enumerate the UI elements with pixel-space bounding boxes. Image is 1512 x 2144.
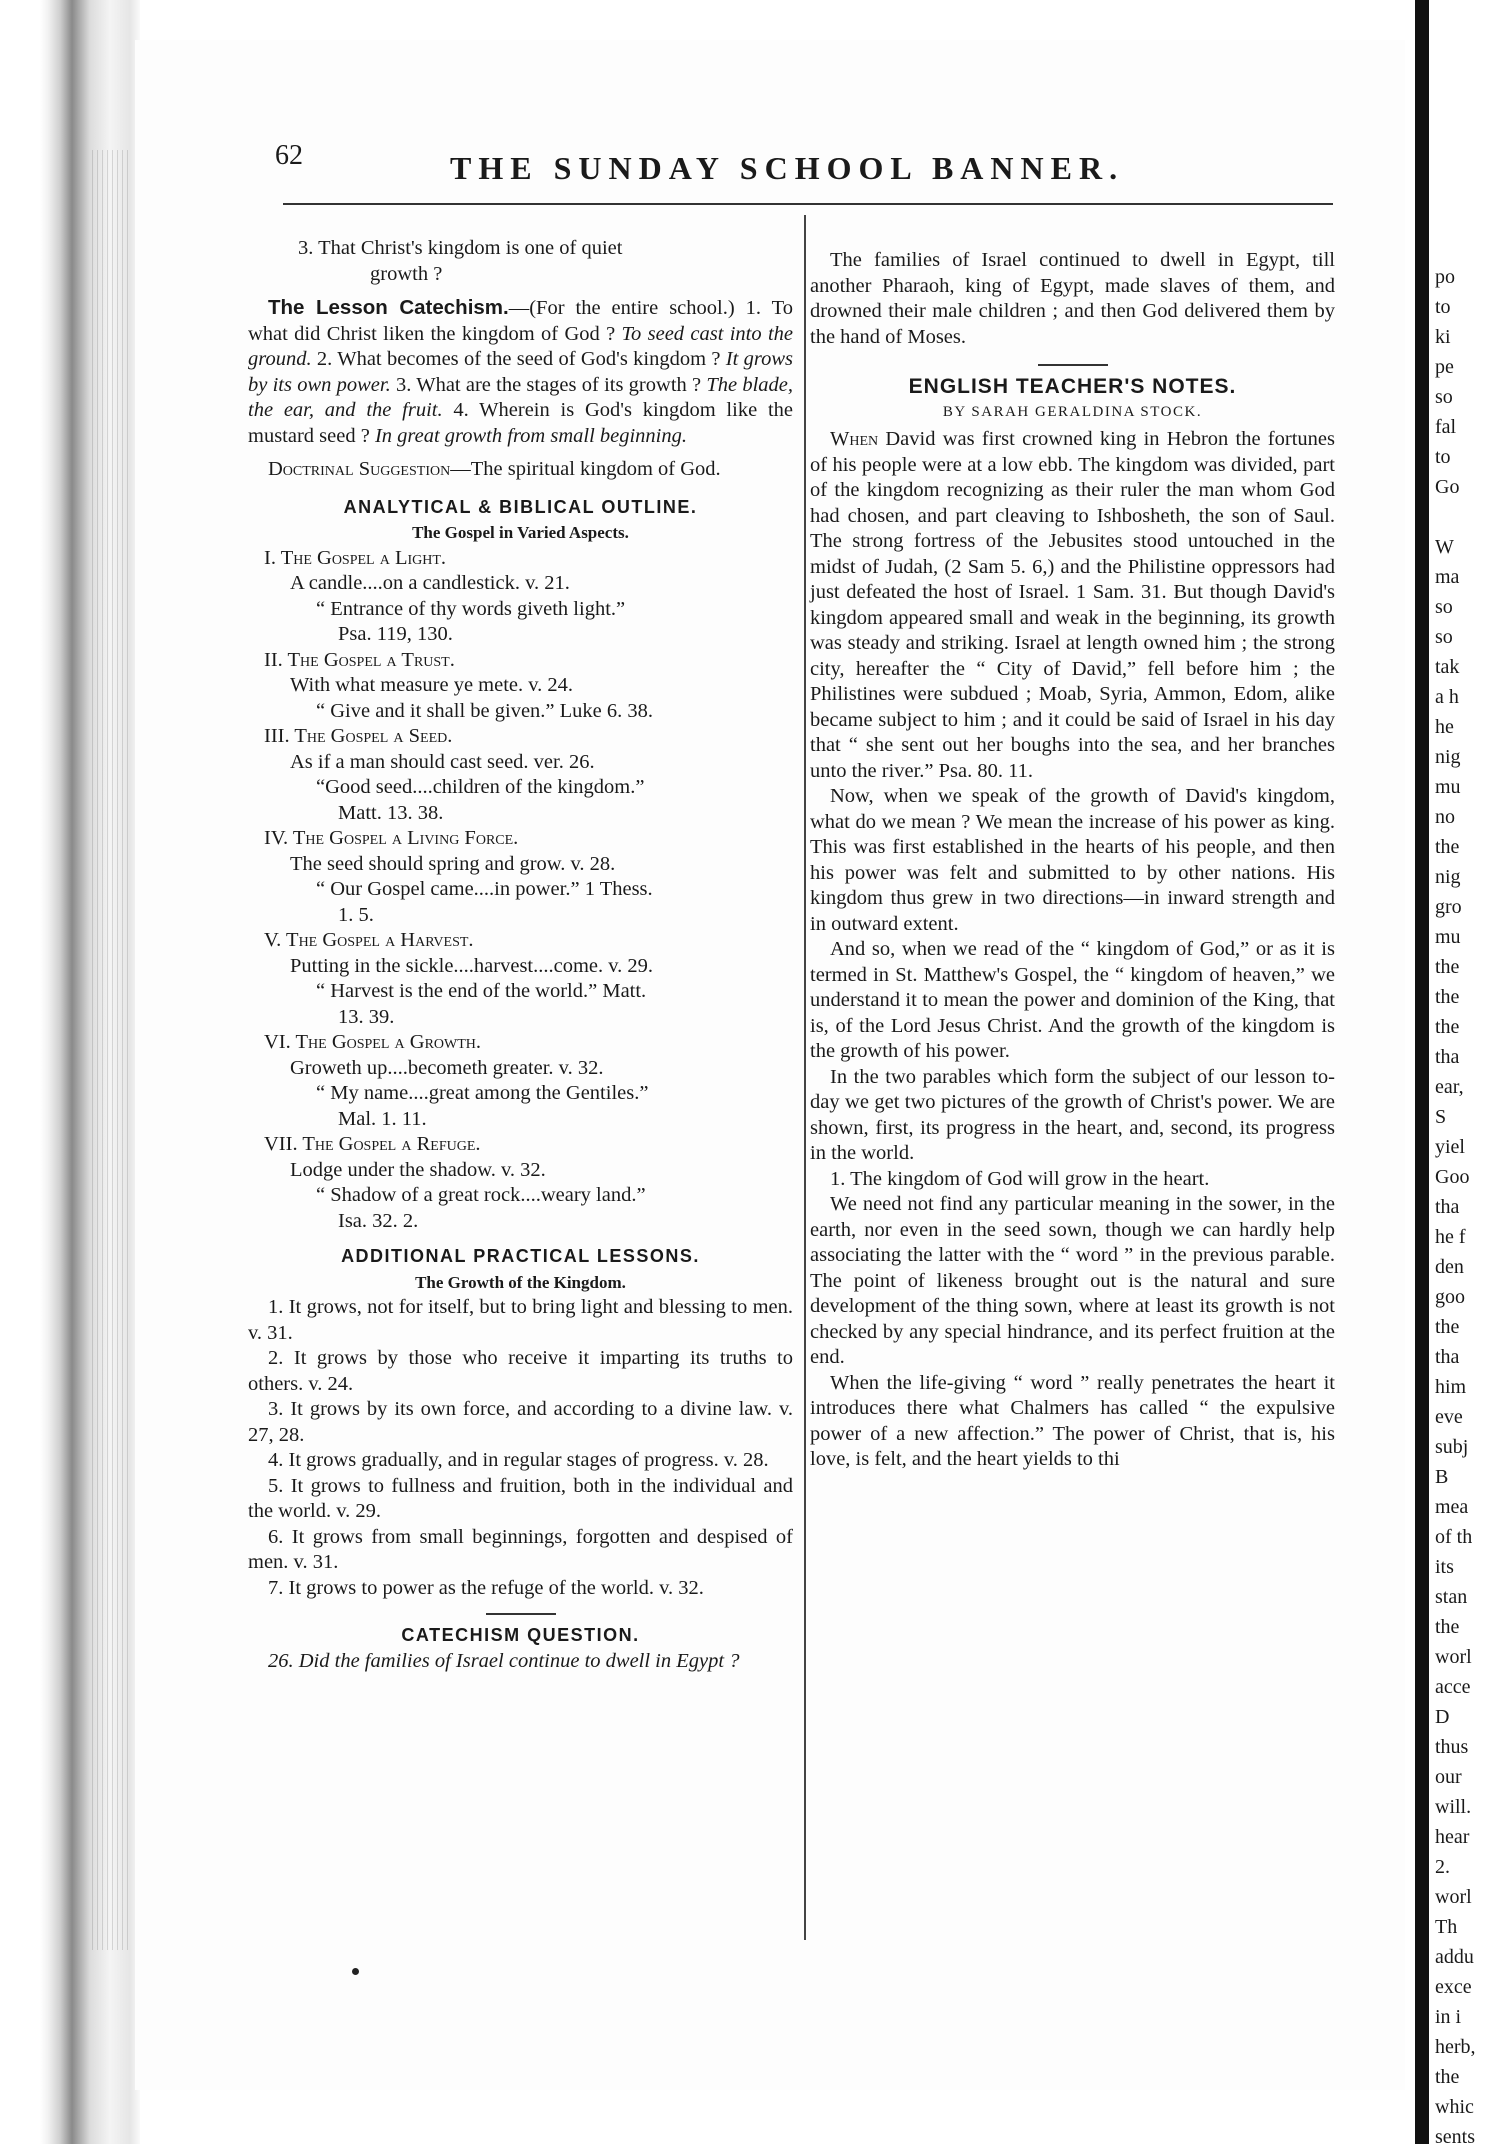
facing-page-line: the [1435, 1616, 1460, 1638]
lesson-catechism: The Lesson Catechism.—(For the entire school.) 1. To what did Christ liken the kingdom of God ? To seed cast into the ground. 2. What becomes of the seed of God's kingdom ? It grows by its own power. 3. What are the stages of its growth ? The blade, the ear, and the fruit. 4. Wherein is God's kingdom like the mustard seed ? In great growth from small beginning. [248, 296, 794, 447]
catechism-question-title: CATECHISM QUESTION. [401, 1625, 640, 1645]
facing-page-line: stan [1435, 1586, 1468, 1608]
facing-page-line: D [1435, 1706, 1450, 1728]
question-3: 3. That Christ's kingdom is one of quiet growth ? [298, 237, 623, 285]
facing-page-line [1429, 502, 1512, 532]
notes-byline: BY SARAH GERALDINA STOCK. [942, 403, 1203, 420]
facing-page-line: to [1435, 296, 1451, 318]
page-edges [92, 150, 132, 1950]
facing-page-line: a h [1435, 686, 1459, 708]
facing-page-fragment [1429, 0, 1512, 2144]
facing-page-line: gro [1435, 896, 1462, 918]
notes-paragraph: And so, when we read of the “ kingdom of God,” or as it is termed in St. Matthew's Gospel, the “ kingdom of heaven,” we understand it to mean the power and dominion of the King, that is, of the Lord Jesus Christ. And the growth of the kingdom is the growth of his power. [810, 938, 1335, 1062]
lesson-item: 1. It grows, not for itself, but to bring light and blessing to men. v. 31. [248, 1296, 793, 1344]
facing-page-line: exce [1435, 1976, 1472, 1998]
ink-dot [352, 1968, 359, 1975]
facing-page-line: the [1435, 1016, 1460, 1038]
facing-page-line: Goo [1435, 1166, 1470, 1188]
facing-page-lines [1429, 0, 1512, 2144]
facing-page-line: he f [1435, 1226, 1466, 1248]
facing-page-line: hear [1435, 1826, 1470, 1848]
notes-paragraph: 1. The kingdom of God will grow in the heart. [830, 1167, 1210, 1190]
facing-page-line: W [1435, 536, 1454, 558]
lesson-item: 7. It grows to power as the refuge of the world. v. 32. [268, 1576, 704, 1599]
right-column [810, 248, 1335, 1473]
facing-page-line: the [1435, 2066, 1460, 2088]
facing-page-line: the [1435, 956, 1460, 978]
facing-page-line: tha [1435, 1196, 1460, 1218]
notes-paragraph: In the two parables which form the subject of our lesson to-day we get two pictures of the growth of Christ's power. We are shown, first, its progress in the heart, and, second, its progress in the world. [810, 1065, 1335, 1164]
outline-subtitle: The Gospel in Varied Aspects. [412, 523, 629, 542]
section-rule [1038, 364, 1108, 366]
facing-page-line: Th [1435, 1916, 1458, 1938]
facing-page-line: in i [1435, 2006, 1462, 2028]
facing-page-line: worl [1435, 1646, 1472, 1668]
lesson-item: 6. It grows from small beginnings, forgotten and despised of men. v. 31. [248, 1525, 793, 1573]
outline-item: VI. The Gospel a Growth. Groweth up....becometh greater. v. 32. “ My name....great among the Gentiles.” Mal. 1. 11. [264, 1031, 649, 1130]
facing-page-line: tak [1435, 656, 1460, 678]
notes-paragraph: When the life-giving “ word ” really penetrates the heart it introduces there what Chalmers has called “ the expulsive power of a new affection.” The power of Christ, that is, his love, is felt, and the heart yields to thi [810, 1371, 1335, 1470]
facing-page-line: Go [1435, 476, 1460, 498]
facing-page-line: ear, [1435, 1076, 1464, 1098]
facing-page-line: ma [1435, 566, 1460, 588]
running-title: THE SUNDAY SCHOOL BANNER. [450, 150, 1125, 186]
facing-page-line: addu [1435, 1946, 1474, 1968]
lesson-item: 2. It grows by those who receive it imparting its truths to others. v. 24. [248, 1347, 793, 1395]
facing-page-line: whic [1435, 2096, 1474, 2118]
facing-page-line: den [1435, 1256, 1464, 1278]
catechism-title: The Lesson Catechism. [268, 296, 509, 319]
facing-page-line: to [1435, 446, 1451, 468]
notes-paragraph: Now, when we speak of the growth of David's kingdom, what do we mean ? We mean the increase of his power as king. This was first established in the hearts of his people, and then his power was felt and submitted to by other nations. His kingdom thus grew in two directions—in inward strength and in outward extent. [810, 785, 1335, 935]
notes-title: ENGLISH TEACHER'S NOTES. [908, 375, 1237, 398]
facing-page-line: the [1435, 836, 1460, 858]
facing-page-line: ki [1435, 326, 1451, 348]
lesson-item: 5. It grows to fullness and fruition, both in the individual and the world. v. 29. [248, 1474, 793, 1522]
facing-page-line: nig [1435, 866, 1461, 888]
facing-page-line: 2. [1435, 1856, 1450, 1878]
facing-page-line: our [1435, 1766, 1462, 1788]
facing-page-line: goo [1435, 1286, 1465, 1308]
outline-item: VII. The Gospel a Refuge. Lodge under the shadow. v. 32. “ Shadow of a great rock....weary land.” Isa. 32. 2. [264, 1133, 646, 1232]
facing-page-line: po [1435, 266, 1455, 288]
facing-page-line: sents [1435, 2126, 1475, 2144]
facing-page-line: tha [1435, 1346, 1460, 1368]
facing-page-line: he [1435, 716, 1454, 738]
facing-page-line: B [1435, 1466, 1449, 1488]
outline-list [248, 546, 793, 1235]
facing-page-line: S [1435, 1106, 1447, 1128]
facing-page-line: mu [1435, 776, 1461, 798]
left-column [248, 236, 793, 1674]
facing-page-line: nig [1435, 746, 1461, 768]
facing-page-line: yiel [1435, 1136, 1465, 1158]
facing-page-line: so [1435, 596, 1453, 618]
header-rule [283, 203, 1333, 205]
outline-item: IV. The Gospel a Living Force. The seed should spring and grow. v. 28. “ Our Gospel came....in power.” 1 Thess. 1. 5. [264, 827, 653, 926]
facing-page-line: subj [1435, 1436, 1469, 1458]
facing-page-line: tha [1435, 1046, 1460, 1068]
lessons-subtitle: The Growth of the Kingdom. [415, 1272, 626, 1292]
drop-cap-word: When [830, 428, 879, 450]
outline-item: V. The Gospel a Harvest. Putting in the sickle....harvest....come. v. 29. “ Harvest is the end of the world.” Matt. 13. 39. [264, 929, 654, 1028]
catechism-question: 26. Did the families of Israel continue to dwell in Egypt ? [268, 1649, 740, 1672]
facing-page-line: worl [1435, 1886, 1472, 1908]
facing-page-line: mea [1435, 1496, 1469, 1518]
facing-page-line: its [1435, 1556, 1454, 1578]
notes-paragraph: We need not find any particular meaning in the sower, in the earth, nor even in the seed sown, though we can hardly help associating the latter with the “ word ” in the previous parable. The point of likeness brought out is the natural and sure development of the thing sown, where at least its growth is not checked by any special hindrance, and its perfect fruition at the end. [810, 1193, 1335, 1368]
lessons-list [248, 1295, 793, 1601]
lesson-item: 3. It grows by its own force, and according to a divine law. v. 27, 28. [248, 1398, 793, 1446]
facing-page-line: him [1435, 1376, 1467, 1398]
facing-page-line: of th [1435, 1526, 1473, 1548]
outline-item: II. The Gospel a Trust. With what measure ye mete. v. 24. “ Give and it shall be given.” Luke 6. 38. [264, 648, 654, 722]
facing-page-line: herb, [1435, 2036, 1476, 2058]
facing-page-line: no [1435, 806, 1455, 828]
facing-page-line: fal [1435, 416, 1457, 438]
notes-paragraph: When David was first crowned king in Hebron the fortunes of his people were at a low ebb. The kingdom was divided, part of the kingdom recognizing as their ruler the man whom God had chosen, and part cleaving to Ishbosheth, the son of Saul. The strong fortress of the Jebusites stood untouched in the midst of Judah, (2 Sam 5. 6,) and the Philistine oppressors had just defeated the host of Israel. 1 Sam. 31. But though David's kingdom appeared small and weak in the beginning, its growth was steady and striking. Israel at length owned him ; the strong city, hereafter the “ City of David,” fell before him ; the Philistines were subdued ; Moab, Syria, Ammon, Edom, alike became subject to him ; and it could be said of Israel in his day that “ she sent out her boughs into the sea, and her branches unto the river.” Psa. 80. 11. [810, 428, 1335, 782]
outline-item: I. The Gospel a Light. A candle....on a candlestick. v. 21. “ Entrance of thy words giveth light.” Psa. 119, 130. [264, 546, 626, 645]
facing-page-line: acce [1435, 1676, 1471, 1698]
facing-page-line: so [1435, 626, 1453, 648]
section-rule [486, 1613, 556, 1615]
facing-page-line: so [1435, 386, 1453, 408]
doctrinal-suggestion: Doctrinal Suggestion—The spiritual kingdom of God. [268, 458, 721, 480]
facing-page-line: the [1435, 1316, 1460, 1338]
facing-page-line: eve [1435, 1406, 1463, 1428]
facing-page-line: the [1435, 986, 1460, 1008]
facing-page-line: pe [1435, 356, 1454, 378]
lesson-item: 4. It grows gradually, and in regular stages of progress. v. 28. [268, 1449, 769, 1471]
outline-title: ANALYTICAL & BIBLICAL OUTLINE. [343, 496, 698, 517]
outline-item: III. The Gospel a Seed. As if a man should cast seed. ver. 26. “Good seed....children of the kingdom.” Matt. 13. 38. [264, 725, 645, 824]
column-divider [804, 215, 806, 1940]
lessons-title: ADDITIONAL PRACTICAL LESSONS. [341, 1246, 700, 1266]
intro-paragraph: The families of Israel continued to dwell in Egypt, till another Pharaoh, king of Egypt, made slaves of them, and drowned their male children ; and then God delivered them by the hand of Moses. [810, 249, 1335, 348]
page-gutter [1415, 0, 1429, 2144]
facing-page-line: thus [1435, 1736, 1469, 1758]
facing-page-line: mu [1435, 926, 1461, 948]
page-number: 62 [275, 140, 303, 171]
facing-page-line: will. [1435, 1796, 1472, 1818]
